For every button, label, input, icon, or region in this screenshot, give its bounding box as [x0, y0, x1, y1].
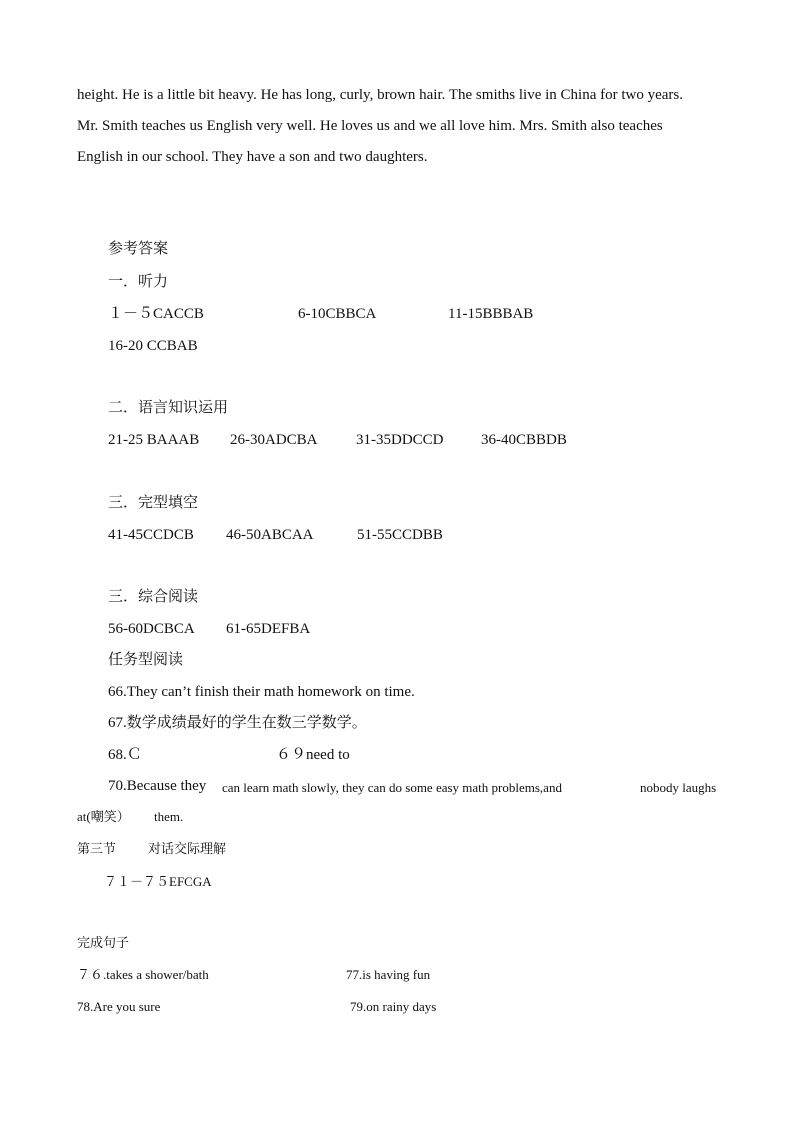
- answer-66: 66.They can’t finish their math homework on time.: [108, 684, 415, 700]
- answer-36-40: 36-40CBBDB: [481, 432, 567, 448]
- section-reading-title: 三．综合阅读: [108, 589, 199, 605]
- answer-26-30: 26-30ADCBA: [230, 432, 318, 448]
- answer-70-middle: can learn math slowly, they can do some easy math problems,and: [222, 780, 562, 795]
- answer-11-15: 11-15BBBAB: [448, 306, 534, 322]
- answer-1-5: １－５CACCB: [108, 306, 204, 322]
- section-dialogue-title: 第三节: [77, 841, 117, 856]
- answer-61-65: 61-65DEFBA: [226, 621, 311, 637]
- section-cloze-title: 三．完型填空: [108, 495, 199, 511]
- answer-77: 77.is having fun: [346, 967, 431, 982]
- answer-31-35: 31-35DDCCD: [356, 432, 444, 448]
- answers-title: 参考答案: [108, 241, 169, 257]
- answer-56-60: 56-60DCBCA: [108, 621, 195, 637]
- answer-78: 78.Are you sure: [77, 999, 161, 1014]
- answer-70-end: nobody laughs: [640, 780, 717, 795]
- answer-70-laugh-at: at(嘲笑）: [77, 809, 130, 824]
- section-dialogue-subtitle: 对话交际理解: [148, 841, 227, 856]
- answer-6-10: 6-10CBBCA: [298, 306, 377, 322]
- answer-71-75: ７１－７５EFCGA: [104, 874, 212, 889]
- answer-16-20: 16-20 CCBAB: [108, 338, 198, 354]
- answer-69: ６９need to: [276, 747, 350, 763]
- answer-79: 79.on rainy days: [350, 999, 437, 1014]
- answer-70-start: 70.Because they: [108, 778, 207, 794]
- answer-46-50: 46-50ABCAA: [226, 527, 314, 543]
- answer-41-45: 41-45CCDCB: [108, 527, 194, 543]
- answer-51-55: 51-55CCDBB: [357, 527, 443, 543]
- passage-line-2: Mr. Smith teaches us English very well. He loves us and we all love him. Mrs. Smith also teaches: [77, 118, 663, 134]
- answer-70-them: them.: [154, 809, 184, 824]
- passage-line-3: English in our school. They have a son and two daughters.: [77, 149, 428, 165]
- answer-21-25: 21-25 BAAAB: [108, 432, 200, 448]
- section-language-title: 二．语言知识运用: [108, 400, 229, 416]
- section-complete-sentences-title: 完成句子: [77, 935, 130, 950]
- section-listening-title: 一．听力: [108, 274, 169, 290]
- answer-76: ７６.takes a shower/bath: [77, 967, 209, 982]
- answer-67: 67.数学成绩最好的学生在数三学数学。: [108, 715, 367, 731]
- passage-line-1: height. He is a little bit heavy. He has long, curly, brown hair. The smiths live in China for two years.: [77, 87, 683, 103]
- task-reading-title: 任务型阅读: [108, 652, 184, 668]
- answer-68: 68.Ｃ: [108, 747, 142, 763]
